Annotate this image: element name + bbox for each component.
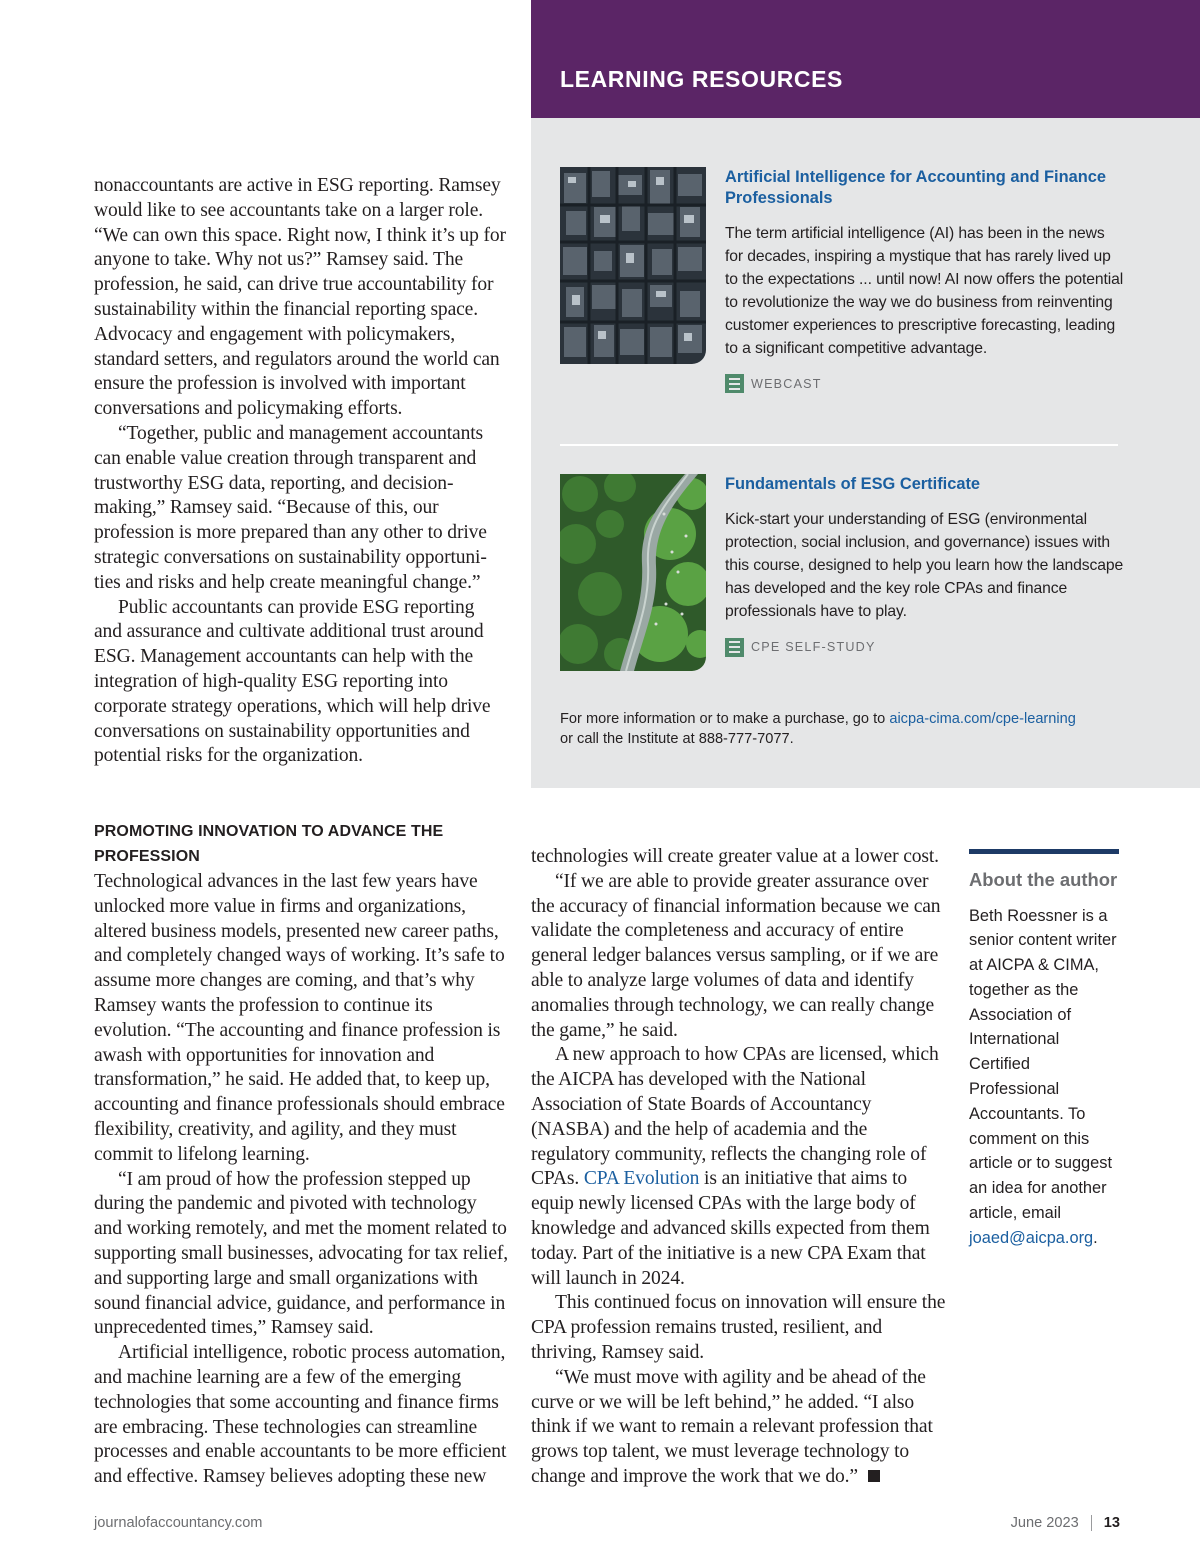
author-bio: [969, 904, 1119, 1251]
page-number: 13: [1103, 1515, 1120, 1531]
author-bio-end: .: [1093, 1228, 1098, 1247]
learning-resources-title: LEARNING RESOURCES: [560, 66, 843, 92]
article-paragraph: Technological advances in the last few years have unlocked more value in firms and organizations, altered business models, presented new career paths, and completely changed ways of working. It’s safe to assume more changes are coming, and that’s why Ramsey wants the profession to continue its evolution. “The accounting and finance profession is awash with opportunities for innovation and transformation,” he said. He added that, to keep up, accounting and finance professionals should embrace flexibility, creativity, and agility, and they must commit to lifelong learning.: [94, 871, 505, 1165]
article-column-middle: [531, 845, 947, 1490]
article-paragraph: technologies will create greater value at a lower cost.: [531, 846, 939, 867]
article-column-left-bottom: [94, 870, 508, 1490]
learning-resources-header: [531, 0, 1200, 118]
cpe-learning-link[interactable]: aicpa-cima.com/cpe-learning: [889, 711, 1076, 727]
resource-title[interactable]: Artificial Intelligence for Accounting and Finance Professionals: [725, 168, 1106, 207]
resource-divider: [560, 444, 1118, 446]
article-paragraph: Public accountants can provide ESG reporting and assurance and cultivate additional trust around ESG. Management accountants can help with the integration of high-quality ESG reporting into corporate strategy operations, which will help drive conversations on sustainability opportunities and potential risks for the organization.: [94, 596, 491, 767]
article-paragraph: “I am proud of how the profession stepped up during the pandemic and pivoted with technology and working remotely, and met the moment related to supporting small businesses, advocating for tax relief, and supporting large and small organizations with sound financial advice, guidance, and performance in unprecedented times,” Ramsey said.: [94, 1168, 509, 1339]
end-of-article-mark: [868, 1470, 880, 1482]
footer-right: [1011, 1515, 1120, 1531]
footer-suffix: or call the Institute at 888-777-7077.: [560, 731, 794, 748]
resource-text: [725, 474, 1125, 657]
resource-tag-label: WEBCAST: [751, 376, 822, 391]
resource-description: Kick-start your understanding of ESG (environmental protection, social inclusion, and governance) issues with this course, designed to help you learn how the landscape has developed and the key role CPAs and finance professionals have to play.: [725, 511, 1124, 620]
page-footer: [94, 1515, 1120, 1535]
author-email-link[interactable]: joaed@aicpa.org: [969, 1228, 1094, 1247]
paragraph-text: A new approach to how CPAs are licensed, which the AICPA has developed with the National Association of State Boards of Accountancy (NASBA) and the help of academia and the regulatory community, reflects the changing role of CPAs.: [531, 1044, 939, 1190]
footer-separator: [1091, 1515, 1092, 1531]
learning-resources-panel: [531, 0, 1200, 788]
article-paragraph: [531, 1366, 947, 1490]
article-paragraph: “Together, public and management accountants can enable value creation through transparent and trustworthy ESG data, reporting, and decision-making,” Ramsey said. “Because of this, our profession is more prepared than any other to drive strategic conversations on sustainability opportunities and risks and help create meaningful change.”: [94, 422, 487, 593]
city-aerial-image: [560, 167, 706, 364]
author-bio-text: Beth Roessner is a senior content writer at AICPA & CIMA, together as the Association of International Certified Professional Accountants. To comment on this article or to suggest an idea for another article, email: [969, 906, 1117, 1223]
learning-resources-footer: [560, 709, 1160, 750]
park-aerial-image: [560, 474, 706, 671]
paragraph-text: “We must move with agility and be ahead of the curve or we will be left behind,” he added. “I also think if we want to remain a relevant profession that grows top talent, we must leverage technology to change and improve the work that we do.”: [531, 1366, 933, 1487]
section-heading: PROMOTING INNOVATION TO ADVANCE THE PROFESSION: [94, 823, 444, 865]
article-paragraph: [531, 1043, 947, 1291]
resource-description: The term artificial intelligence (AI) has been in the news for decades, inspiring a mystique that has rarely lived up to the expectations ... until now! AI now offers the potential to revolutionize the way we do business from reinventing customer experiences to prescriptive forecasting, leading to a significant competitive advantage.: [725, 225, 1124, 357]
about-author-title: About the author: [969, 869, 1118, 890]
article-paragraph: This continued focus on innovation will ensure the CPA profession remains trusted, resilient, and thriving, Ramsey said.: [531, 1292, 946, 1363]
footer-url[interactable]: journalofaccountancy.com: [94, 1515, 263, 1531]
document-icon: [725, 374, 744, 393]
article-column-left-top: [94, 174, 506, 769]
cpa-evolution-link[interactable]: CPA Evolution: [583, 1168, 700, 1190]
resource-title[interactable]: Fundamentals of ESG Certificate: [725, 475, 981, 493]
footer-date: June 2023: [1010, 1515, 1079, 1531]
article-paragraph: nonaccountants are active in ESG reporting. Ramsey would like to see accountants take on a larger role. “We can own this space. Right now, I think it’s up for anyone to take. Why not us?” Ramsey said. The profession, he said, can drive true accountability for sustainability within the financial reporting space. Advocacy and engagement with policymakers, standard setters, and regulators around the world can ensure the profession is involved with important conversations and policymaking efforts.: [94, 175, 506, 420]
resource-tag: [725, 374, 1125, 393]
author-rule: [969, 849, 1119, 854]
document-icon: [725, 638, 744, 657]
article-paragraph: “If we are able to provide greater assurance over the accuracy of financial information because we can validate the completeness and accuracy of entire general ledger balances versus sampling, or if we are able to analyze large volumes of data and identify anomalies through technology, we can really change the game,” he said.: [531, 870, 941, 1041]
resource-text: [725, 167, 1125, 393]
about-author-box: [969, 849, 1119, 1251]
paragraph-text: is an initiative that aims to equip newly licensed CPAs with the large body of knowledge and advanced skills expected from them today. Part of the initiative is a new CPA Exam that will launch in 2024.: [531, 1168, 930, 1289]
article-paragraph: Artificial intelligence, robotic process automation, and machine learning are a few of the emerging technologies that some accounting and finance firms are embracing. These technologies can streamline processes and enable accountants to be more efficient and effective. Ramsey believes adopting these new: [94, 1342, 507, 1488]
resource-tag-label: CPE SELF-STUDY: [751, 640, 876, 655]
resource-tag: [725, 638, 1125, 657]
footer-prefix: For more information or to make a purchase, go to: [560, 711, 890, 727]
